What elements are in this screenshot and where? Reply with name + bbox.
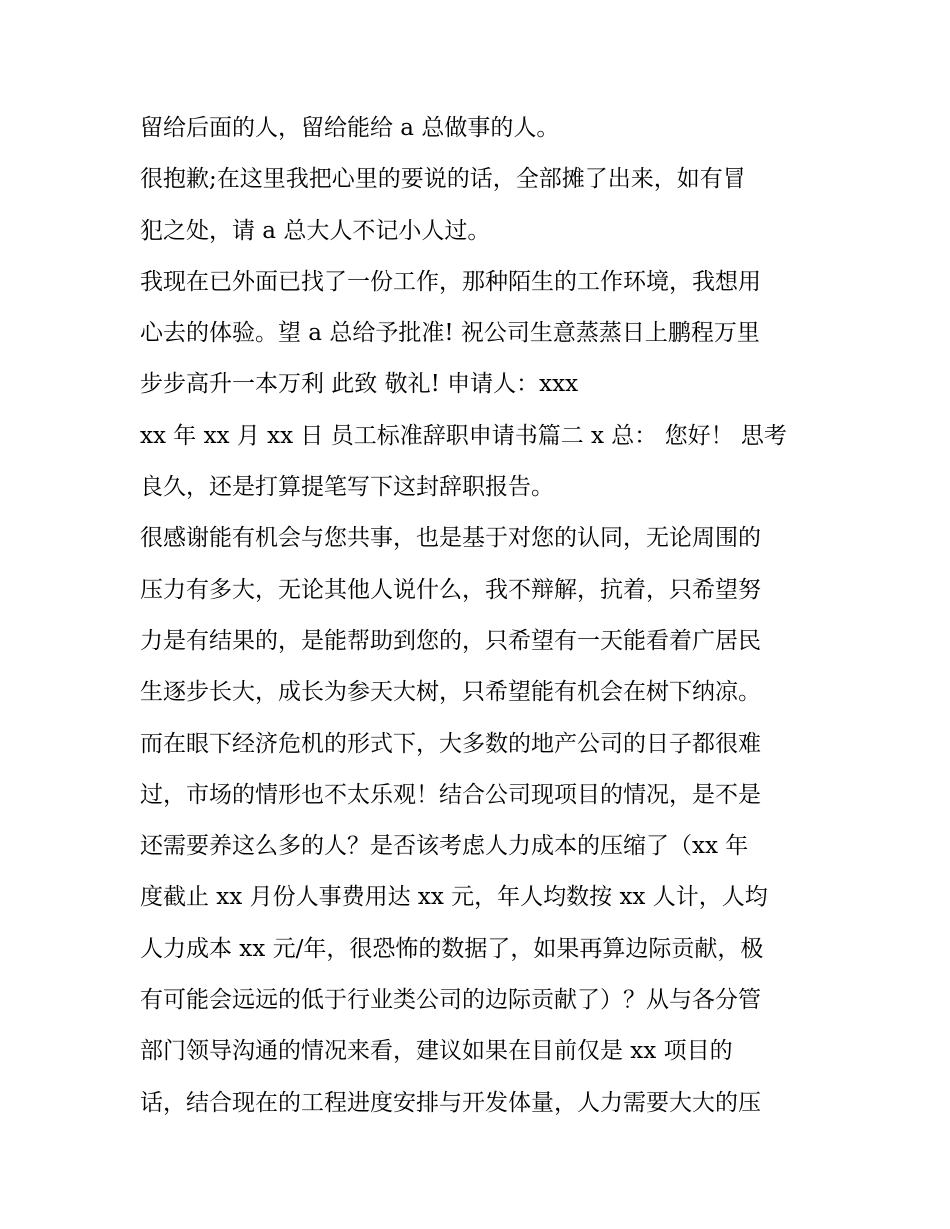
text-line: 很感谢能有机会与您共事，也是基于对您的认同，无论周围的 — [140, 525, 761, 552]
text-line: 话，结合现在的工程进度安排与开发体量，人力需要大大的压 — [140, 1089, 761, 1116]
text-line: 压力有多大，无论其他人说什么，我不辩解，抗着，只希望努 — [140, 576, 761, 603]
text-line: 步步高升一本万利 此致 敬礼! 申请人：xxx — [140, 371, 579, 398]
text-line: 力是有结果的，是能帮助到您的，只希望有一天能看着广居民 — [140, 627, 761, 654]
text-line: 我现在已外面已找了一份工作，那种陌生的工作环境，我想用 — [140, 268, 761, 295]
text-line: 心去的体验。望 a 总给予批准! 祝公司生意蒸蒸日上鹏程万里 — [140, 320, 760, 347]
text-line: xx 年 xx 月 xx 日 员工标准辞职申请书篇二 x 总： 您好！ 思考 — [140, 422, 787, 449]
text-line: 很抱歉;在这里我把心里的要说的话，全部摊了出来，如有冒 — [140, 166, 746, 193]
text-line: 过，市场的情形也不太乐观！结合公司现项目的情况，是不是 — [140, 781, 761, 808]
text-line: 犯之处，请 a 总大人不记小人过。 — [140, 217, 491, 244]
text-line: 良久，还是打算提笔写下这封辞职报告。 — [140, 474, 554, 501]
text-line: 而在眼下经济危机的形式下，大多数的地产公司的日子都很难 — [140, 730, 761, 757]
text-line: 生逐步长大，成长为参天大树，只希望能有机会在树下纳凉。 — [140, 679, 761, 706]
text-line: 部门领导沟通的情况来看，建议如果在目前仅是 xx 项目的 — [140, 1038, 733, 1065]
text-line: 还需要养这么多的人？是否该考虑人力成本的压缩了（xx 年 — [140, 833, 749, 860]
text-line: 留给后面的人，留给能给 a 总做事的人。 — [140, 115, 560, 141]
text-line: 人力成本 xx 元/年，很恐怖的数据了，如果再算边际贡献，极 — [140, 935, 764, 962]
document-body — [140, 108, 820, 1134]
text-line: 度截止 xx 月份人事费用达 xx 元，年人均数按 xx 人计，人均 — [140, 884, 768, 911]
text-line: 有可能会远远的低于行业类公司的边际贡献了）？从与各分管 — [140, 987, 761, 1014]
